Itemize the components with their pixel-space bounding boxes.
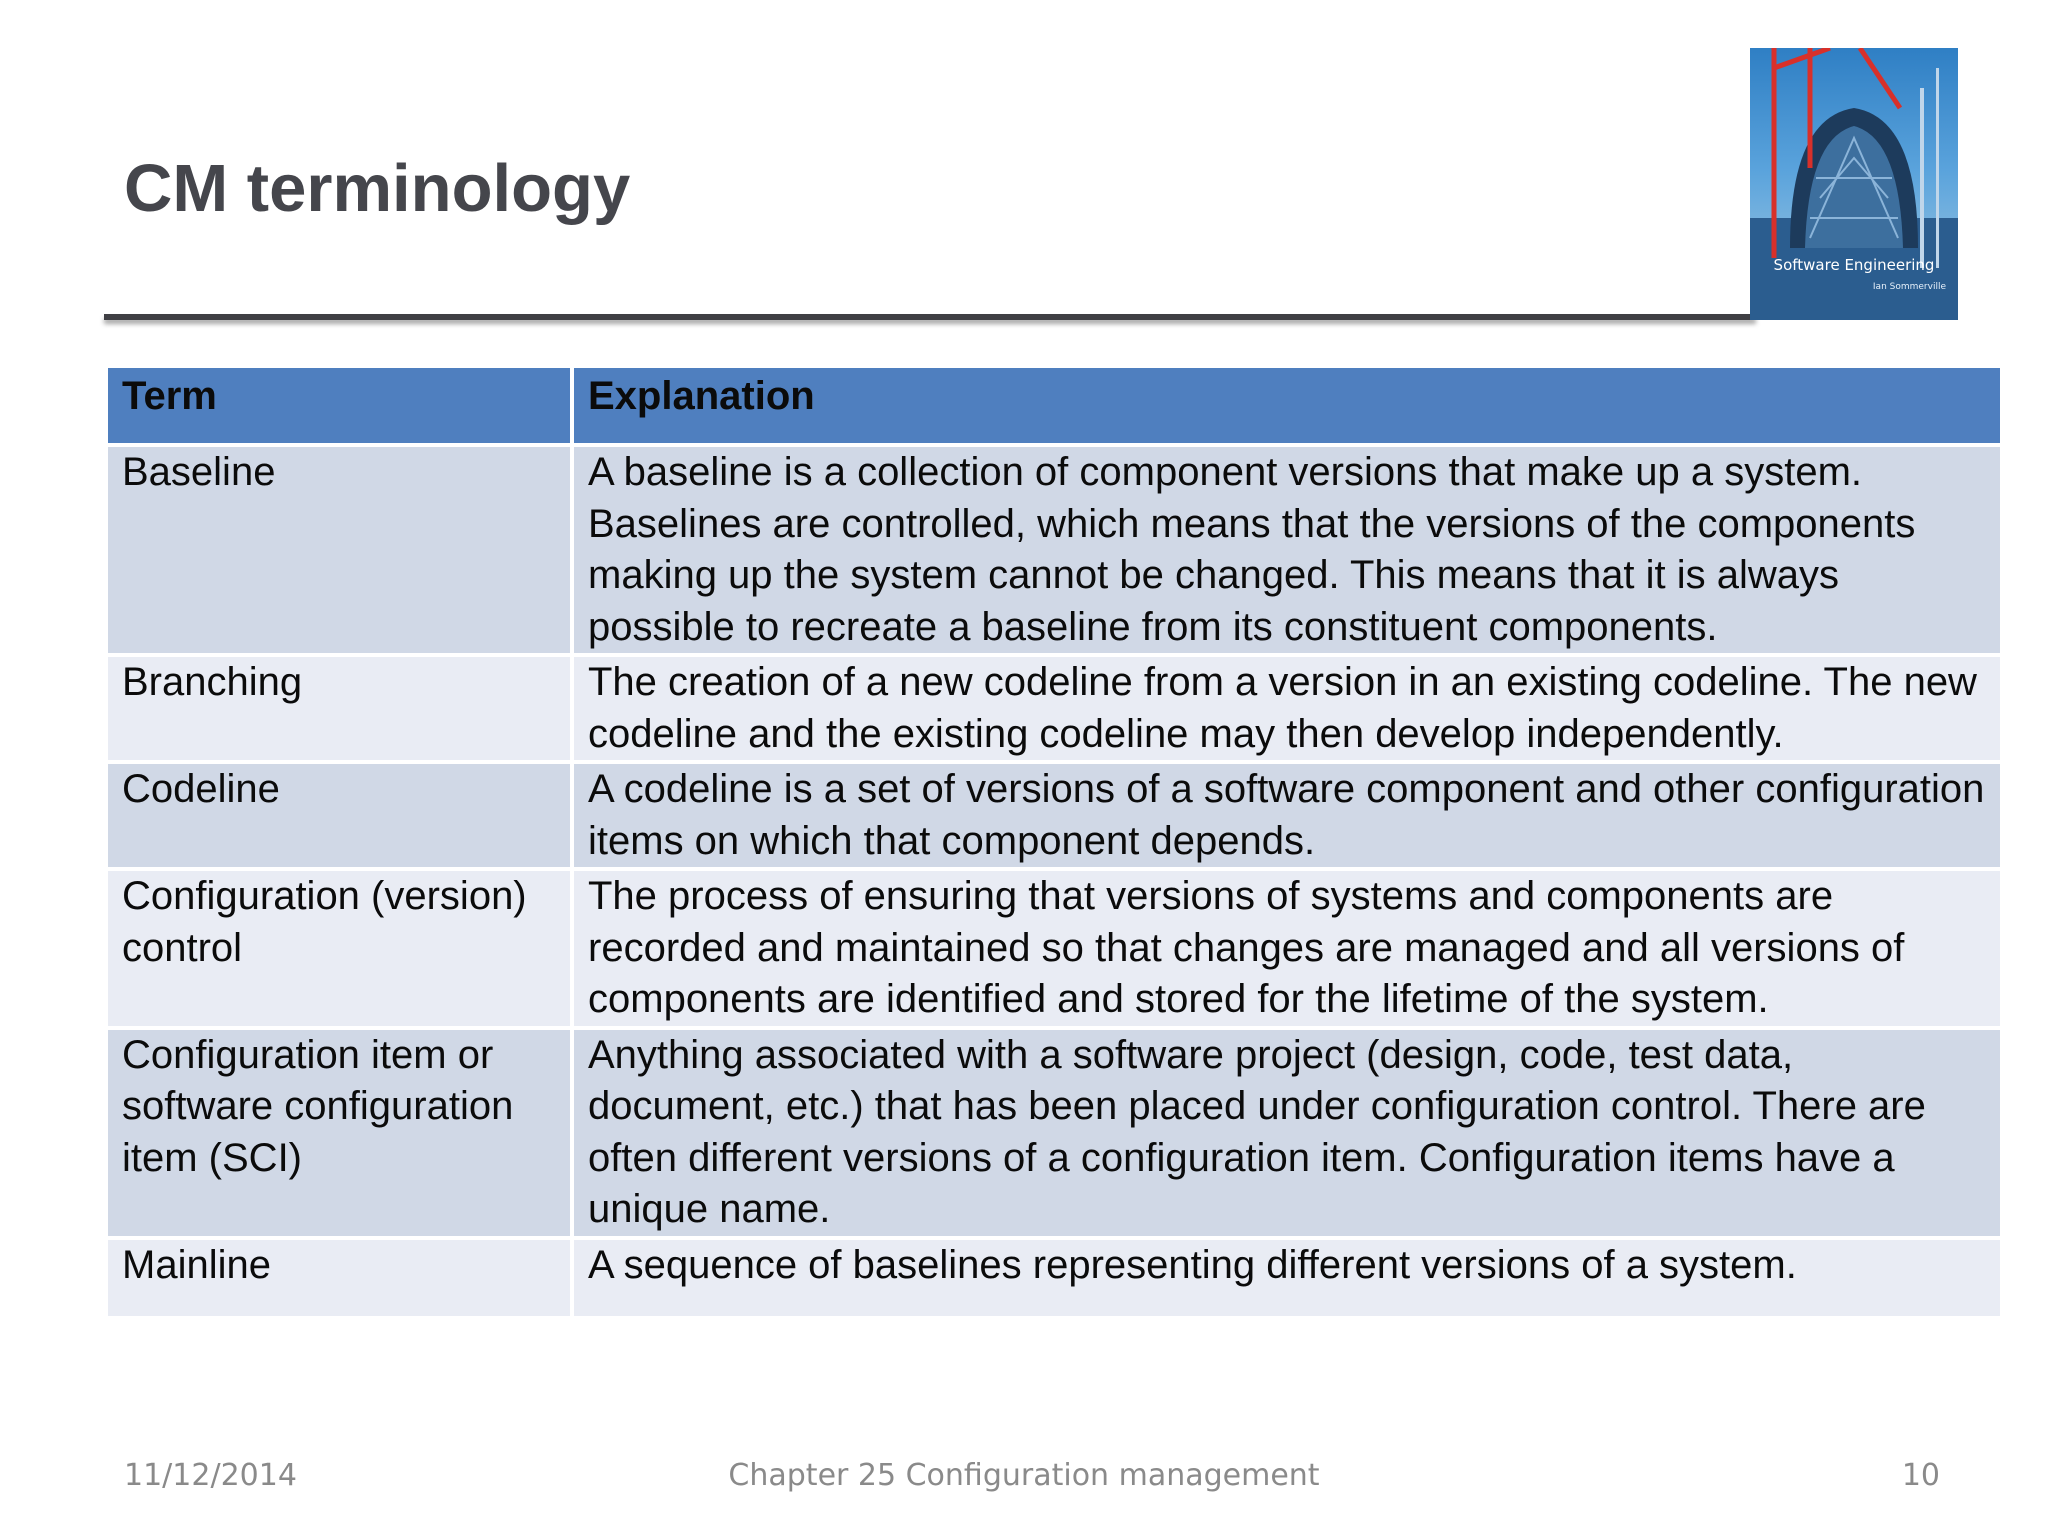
cover-title: Software Engineering (1773, 256, 1935, 274)
table-row (106, 1238, 2002, 1318)
table-row (106, 762, 2002, 869)
term-cell: Codeline (106, 762, 572, 869)
table-row (106, 1028, 2002, 1238)
explanation-cell: The process of ensuring that versions of systems and components are recorded and maintained so that changes are managed and all versions of components are identified and stored for the lifetime of the system. (572, 869, 2002, 1028)
slide-title: CM terminology (124, 151, 631, 226)
header-term: Term (106, 366, 572, 445)
explanation-cell: A baseline is a collection of component versions that make up a system. Baselines are controlled, which means that the versions of the components making up the system cannot be changed. This means that it is always possible to recreate a baseline from its constituent components. (572, 445, 2002, 655)
term-cell: Baseline (106, 445, 572, 655)
terminology-table (104, 364, 2004, 1320)
gherkin-building-icon (1750, 48, 1958, 320)
term-cell: Branching (106, 655, 572, 762)
term-cell: Configuration (version) control (106, 869, 572, 1028)
table-row (106, 655, 2002, 762)
title-divider (104, 314, 1756, 320)
term-cell: Configuration item or software configuration item (SCI) (106, 1028, 572, 1238)
explanation-cell: Anything associated with a software project (design, code, test data, document, etc.) that has been placed under configuration control. There are often different versions of a configuration item. Configuration items have a unique name. (572, 1028, 2002, 1238)
explanation-cell: A sequence of baselines representing different versions of a system. (572, 1238, 2002, 1318)
table-row (106, 445, 2002, 655)
book-cover-image (1750, 48, 1958, 320)
footer-page-number: 10 (1901, 1458, 1940, 1493)
header-explanation: Explanation (572, 366, 2002, 445)
table-row (106, 869, 2002, 1028)
footer-date: 11/12/2014 (124, 1458, 297, 1493)
explanation-cell: A codeline is a set of versions of a software component and other configuration items on which that component depends. (572, 762, 2002, 869)
cover-author: Ian Sommerville (1872, 282, 1946, 292)
term-cell: Mainline (106, 1238, 572, 1318)
footer-chapter: Chapter 25 Configuration management (728, 1458, 1320, 1493)
explanation-cell: The creation of a new codeline from a version in an existing codeline. The new codeline and the existing codeline may then develop independently. (572, 655, 2002, 762)
table-header-row (106, 366, 2002, 445)
